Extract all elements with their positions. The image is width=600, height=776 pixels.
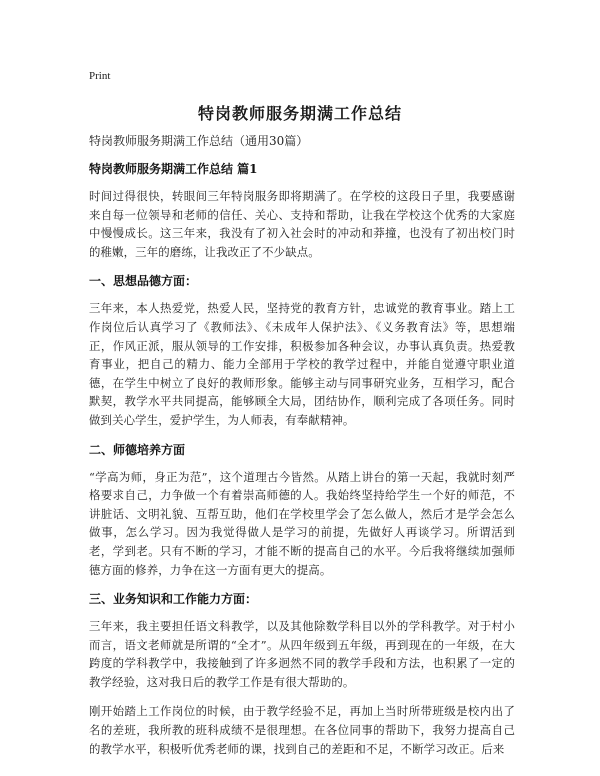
print-link[interactable]: Print	[89, 70, 111, 82]
section-paragraph-professional-ability-1: 三年来，我主要担任语文科教学，以及其他除数学科目以外的学科教学。对于村小而言，语文老师就是所谓的“全才”。从四年级到五年级，再到现在的一年级，在大跨度的学科教学中，我接触到了许多迥然不同的教学手段和方法，也积累了一定的教学经验，这对我日后的教学工作是有很大帮助的。	[89, 619, 515, 689]
section-paragraph-professional-ability-2: 刚开始踏上工作岗位的时候，由于教学经验不足，再加上当时所带班级是校内出了名的差班，我所教的班科成绩不是很理想。在各位同事的帮助下，我努力提高自己的教学水平，积极听优秀老师的课，找到自己的差距和不足，不断学习改正。后来	[89, 704, 515, 756]
section-heading-teacher-morality: 二、师德培养方面	[89, 442, 186, 457]
section-heading-professional-ability: 三、业务知识和工作能力方面：	[89, 592, 258, 607]
document-title: 特岗教师服务期满工作总结	[197, 104, 402, 123]
article-heading: 特岗教师服务期满工作总结 篇1	[89, 162, 258, 176]
section-paragraph-ethics: 三年来，本人热爱党，热爱人民，坚持党的教育方针，忠诚党的教育事业。踏上工作岗位后认真学习了《教师法》、《未成年人保护法》、《义务教育法》等，思想端正，作风正派，服从领导的工作安排，积极参加各种会议，办事认真负责。热爱教育事业，把自己的精力、能力全部用于学校的教学过程中，并能自觉遵守职业道德，在学生中树立了良好的教师形象。能够主动与同事研究业务，互相学习，配合默契，教学水平共同提高，能够顾全大局，团结协作，顺利完成了各项任务。同时做到关心学生，爱护学生，为人师表，有奉献精神。	[89, 301, 515, 427]
document-body	[89, 132, 515, 769]
section-heading-ethics: 一、思想品德方面：	[89, 274, 198, 289]
section-paragraph-teacher-morality: “学高为师，身正为范”，这个道理古今皆然。从踏上讲台的第一天起，我就时刻严格要求自己，力争做一个有着崇高师德的人。我始终坚持给学生一个好的师范，不讲脏话、文明礼貌、互帮互助，他们在学校里学会了怎么做人，然后才是学会怎么做事，怎么学习。因为我觉得做人是学习的前提，先做好人再谈学习。所谓活到老，学到老。只有不断的学习，才能不断的提高自己的水平。今后我将继续加强师德方面的修养，力争在这一方面有更大的提高。	[89, 469, 515, 577]
document-subtitle: 特岗教师服务期满工作总结（通用30篇）	[89, 134, 309, 148]
intro-paragraph: 时间过得很快，转眼间三年特岗服务即将期满了。在学校的这段日子里，我要感谢来自每一位领导和老师的信任、关心、支持和帮助，让我在学校这个优秀的大家庭中慢慢成长。这三年来，我没有了初入社会时的冲动和莽撞，也没有了初出校门时的稚嫩，三年的磨练，让我改正了不少缺点。	[89, 189, 515, 259]
